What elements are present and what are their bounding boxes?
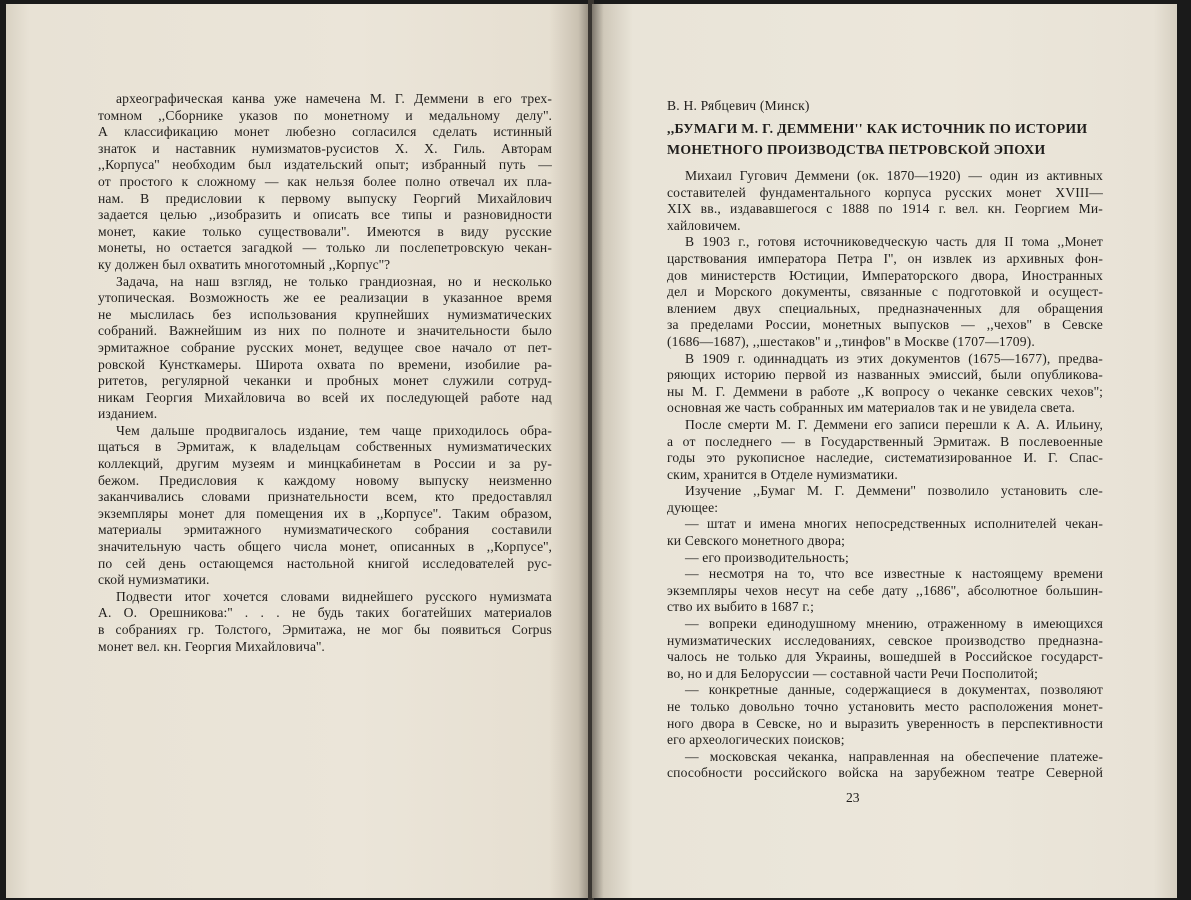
page-number: 23 (846, 790, 860, 805)
article-title-line: ,,БУМАГИ М. Г. ДЕММЕНИ'' КАК ИСТОЧНИК ПО ИСТОРИИ (667, 121, 1088, 136)
text-line: его археологических поисков; (667, 732, 845, 748)
right-page (592, 4, 1177, 898)
text-line: ку должен был охватить многотомный ,,Корпус''? (98, 256, 391, 272)
text-line: изданием. (98, 406, 158, 422)
text-line: во, но и для Белоруссии — составной части Речи Посполитой; (667, 665, 1039, 681)
left-page (6, 4, 590, 898)
text-line: ским, хранится в Отделе нумизматики. (667, 466, 898, 482)
text-line: археографическая канва уже намечена М. Г. Деммени в его трех- (116, 91, 552, 106)
text-line: экземпляры монет для помещения их в ,,Корпусе''. Таким образом, (98, 505, 552, 521)
text-line: от простого к сложному — как нельзя более полно отвечал их пла- (98, 173, 552, 189)
paragraph (667, 682, 1103, 748)
text-line: за пределами России, монетных выпусков — ,,чехов'' в Севске (667, 317, 1103, 333)
text-line: монет вел. кн. Георгия Михайловича''. (98, 638, 325, 654)
text-line: царствования императора Петра I'', он извлек из архивных фон- (667, 250, 1103, 266)
text-line: ство их выбито в 1687 г.; (667, 599, 815, 615)
text-line: — московская чеканка, направленная на обеспечение платеже- (685, 748, 1103, 764)
text-line: — его производительность; (685, 549, 849, 565)
paragraph (667, 516, 1103, 549)
paragraph (98, 423, 552, 589)
text-line: ряющих историю первой из названных эмиссий, были опубликова- (667, 367, 1103, 383)
text-line: томном ,,Сборнике указов по монетному и медальному делу''. (98, 107, 552, 123)
right-page-text (667, 168, 1103, 782)
text-line: влением двух специальных, предназначенных для обращения (667, 300, 1103, 316)
paragraph (98, 589, 552, 655)
text-line: щаться в Эрмитаж, к владельцам собственных нумизматических (98, 439, 552, 455)
text-line: Михаил Гугович Деммени (ок. 1870—1920) — один из активных (685, 168, 1103, 183)
text-line: годы это рукописное наследие, систематизированное И. Г. Спас- (667, 450, 1103, 466)
text-line: — штат и имена многих непосредственных исполнителей чекан- (685, 516, 1103, 532)
text-line: ны М. Г. Деммени в работе ,,К вопросу о чеканке севских чехов''; (667, 383, 1103, 399)
text-line: ритетов, регулярной чеканки и пробных монет служили сотруд- (98, 373, 552, 389)
text-line: составителей фундаментального корпуса русских монет XVIII— (667, 184, 1103, 200)
text-line: В 1903 г., готовя источниковедческую часть для II тома ,,Монет (685, 234, 1103, 250)
paragraph (667, 168, 1103, 234)
text-line: Подвести итог хочется словами виднейшего русского нумизмата (116, 588, 552, 604)
text-line: бежом. Предисловия к каждому новому выпуску неизменно (98, 472, 552, 488)
paragraph (667, 483, 1103, 516)
text-line: дел и Морского документы, связанные с подготовкой и осущест- (667, 284, 1103, 300)
text-line: материалы эрмитажного нумизматического собрания составили (98, 522, 552, 538)
text-line: экземпляры чехов несут на себе дату ,,1686'', абсолютное большин- (667, 582, 1103, 598)
text-line: — несмотря на то, что все известные к настоящему времени (685, 566, 1103, 582)
text-line: XIX вв., издававшегося с 1888 по 1914 г. вел. кн. Георгием Ми- (667, 201, 1103, 217)
paragraph (98, 274, 552, 423)
text-line: способности российского войска на зарубежном театре Северной (667, 765, 1103, 781)
text-line: знаток и наставник нумизматов-русистов Х. Х. Гиль. Авторам (98, 140, 552, 156)
paragraph (98, 91, 552, 274)
text-line: задается целью ,,изобразить и описать все типы и разновидности (98, 207, 552, 223)
text-line: утопическая. Возможность же ее реализации в указанное время (98, 290, 552, 306)
text-line: дующее: (667, 499, 719, 515)
article-title (667, 118, 1087, 160)
text-line: ,,Корпуса'' необходим был издательский опыт; избранный путь — (98, 157, 552, 173)
text-line: монеты, но остается загадкой — только ли послепетровскую чекан- (98, 240, 552, 256)
text-line: заканчивались словами признательности всем, кто предоставлял (98, 489, 552, 505)
text-line: ного двора в Севске, но и выразить уверенность в перспективности (667, 715, 1103, 731)
article-title-line: МОНЕТНОГО ПРОИЗВОДСТВА ПЕТРОВСКОЙ ЭПОХИ (667, 142, 1046, 157)
text-line: коллекций, другим музеям и минцкабинетам в России и за ру- (98, 456, 552, 472)
text-line: ровской Кунсткамеры. Широта охвата по времени, изобилие ра- (98, 356, 552, 372)
text-line: — вопреки единодушному мнению, отраженному в имеющихся (685, 616, 1103, 632)
text-line: В 1909 г. одиннадцать из этих документов (1675—1677), предва- (685, 350, 1103, 366)
paragraph (667, 616, 1103, 682)
text-line: а от последнего — в Государственный Эрмитаж. В послевоенные (667, 433, 1103, 449)
text-line: — конкретные данные, содержащиеся в документах, позволяют (685, 682, 1103, 698)
paragraph (667, 417, 1103, 483)
paragraph (667, 550, 1103, 567)
text-line: ки Севского монетного двора; (667, 533, 846, 549)
text-line: нам. В предисловии к первому выпуску Георгий Михайлович (98, 190, 552, 206)
paragraph (667, 566, 1103, 616)
text-line: А классификацию монет любезно согласился сделать истинный (98, 124, 552, 140)
text-line: в собраниях гр. Толстого, Эрмитажа, не мог бы появиться Corpus (98, 622, 552, 637)
text-line: монет, какие только существовали''. Имеются в виду русские (98, 223, 552, 239)
text-line: собраний. Важнейшим из них по полноте и значительности было (98, 323, 552, 339)
text-line: по сей день остающемся настольной книгой исследователей рус- (98, 555, 552, 571)
text-line: Изучение ,,Бумаг М. Г. Деммени'' позволило установить сле- (685, 483, 1103, 499)
paragraph (667, 234, 1103, 350)
text-line: значительную часть общего числа монет, описанных в ,,Корпусе'', (98, 539, 552, 555)
text-line: дов министерств Юстиции, Императорского двора, Иностранных (667, 267, 1103, 283)
left-page-text (98, 91, 552, 655)
text-line: основная же часть собранных им материалов так и не увидела света. (667, 400, 1076, 416)
text-line: После смерти М. Г. Деммени его записи перешли к А. А. Ильину, (685, 416, 1103, 432)
text-line: никам Георгия Михайловича во всей их последующей работе над (98, 389, 552, 405)
paragraph (667, 749, 1103, 782)
text-line: (1686—1687), ,,шестаков'' и ,,тинфов'' в Москве (1707—1709). (667, 333, 1035, 349)
text-line: не мыслилась без использования крупнейших нумизматических (98, 306, 552, 322)
text-line: Задача, на наш взгляд, не только грандиозная, но и несколько (116, 273, 552, 289)
text-line: ской нумизматики. (98, 572, 210, 588)
text-line: нумизматических исследованиях, севское производство предназна- (667, 632, 1103, 648)
text-line: чалось не только для Украины, вошедшей в Российское государст- (667, 649, 1103, 665)
article-author: В. Н. Рябцевич (Минск) (667, 98, 810, 113)
text-line: эрмитажное собрание русских монет, ведущее свое начало от пет- (98, 339, 552, 355)
text-line: Чем дальше продвигалось издание, тем чаще приходилось обра- (116, 422, 552, 438)
text-line: не только довольно точно установить место расположения монет- (667, 699, 1103, 714)
paragraph (667, 351, 1103, 417)
text-line: хайловичем. (667, 217, 741, 233)
text-line: А. О. Орешникова:'' . . . не будь таких богатейших материалов (98, 605, 552, 621)
